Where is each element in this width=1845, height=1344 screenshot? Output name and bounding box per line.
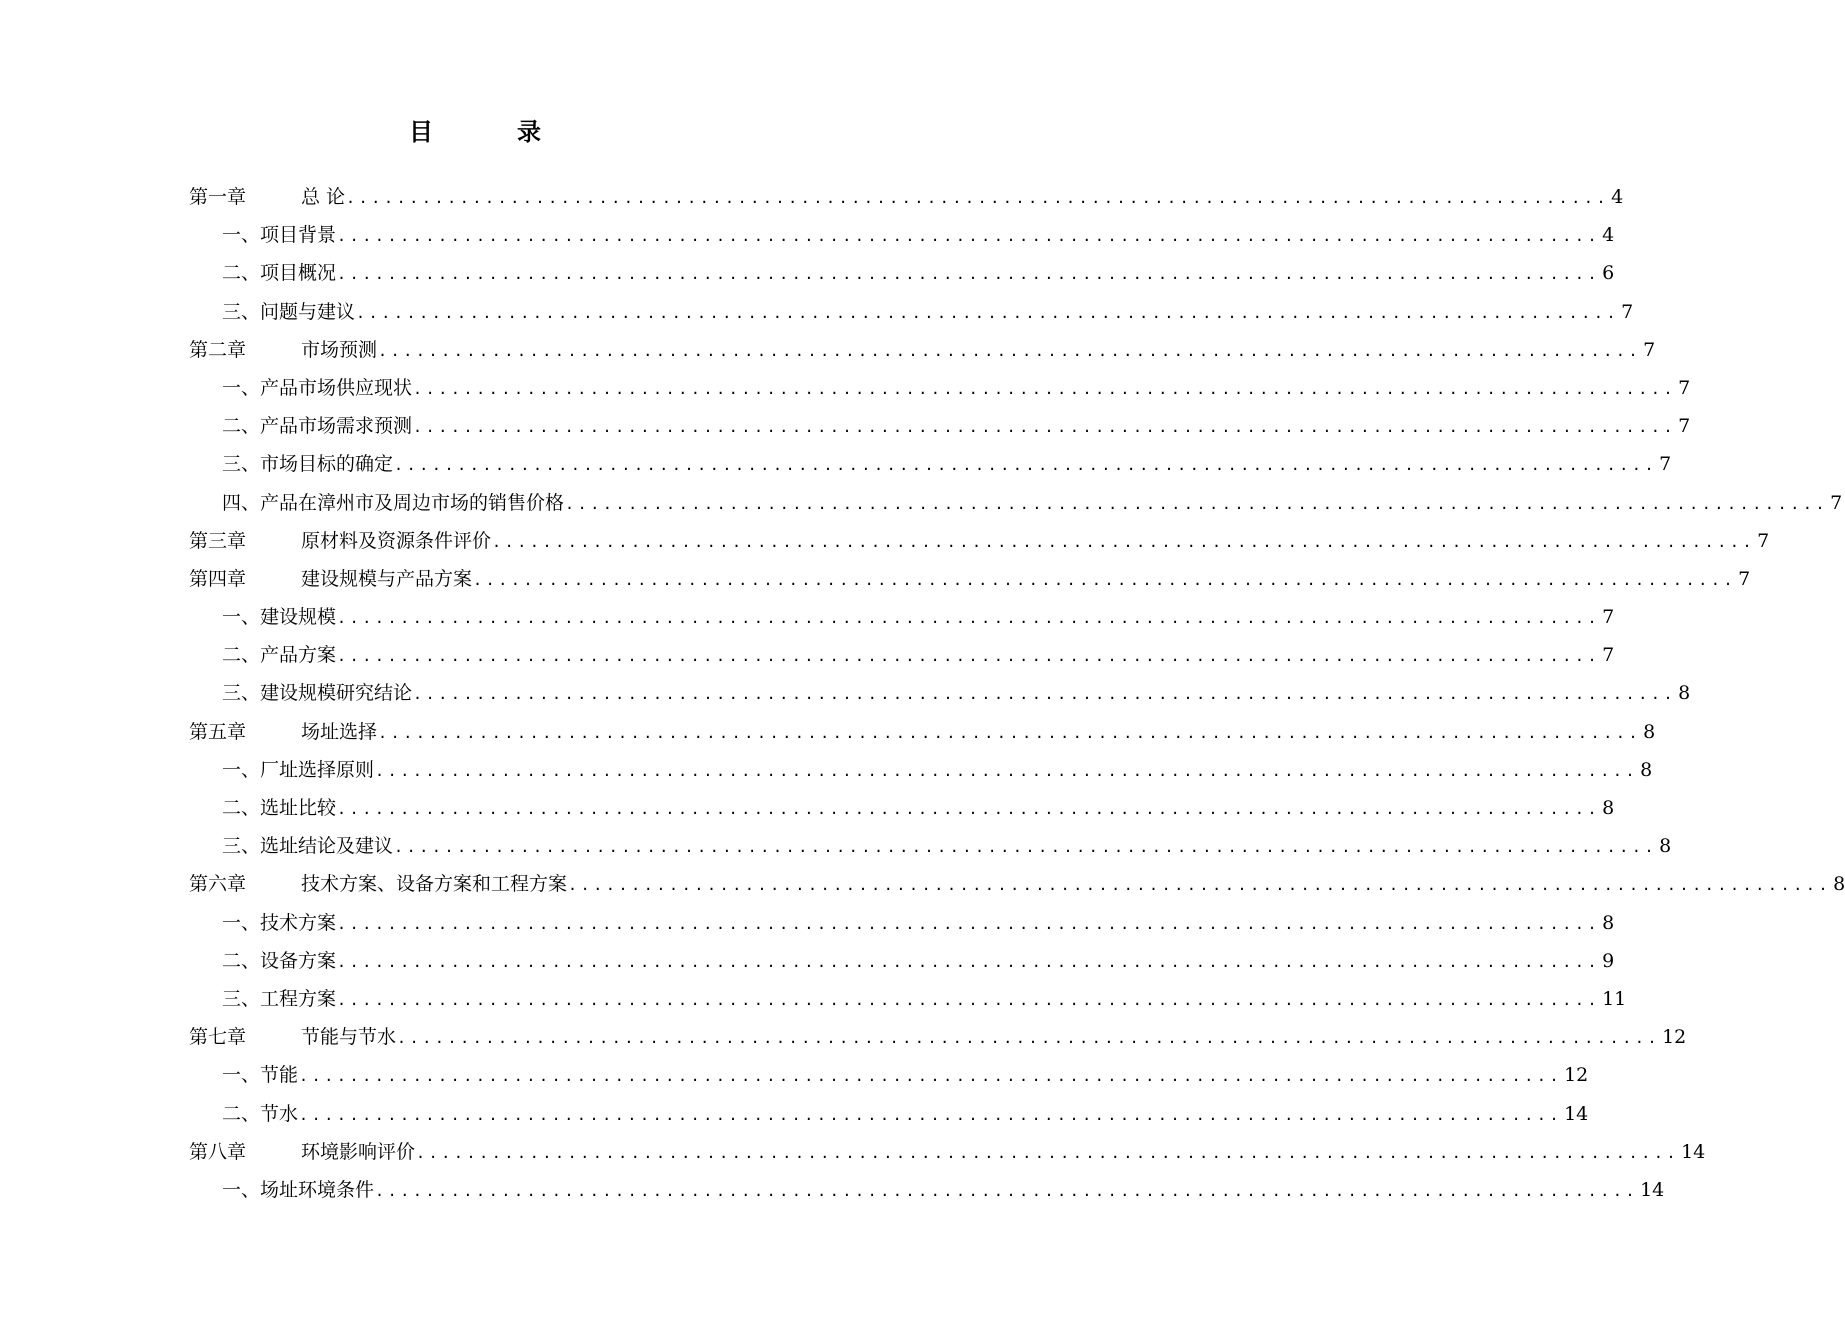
toc-page-number: 8 (1678, 682, 1691, 705)
toc-section-entry[interactable] (189, 827, 1672, 865)
toc-entry-label: 二、节水 (222, 1102, 299, 1125)
toc-dot-leader: .................................................................................................... (346, 189, 1610, 207)
toc-entry-label: 三、工程方案 (222, 987, 337, 1010)
toc-dot-leader: .................................................................................................... (337, 990, 1601, 1009)
toc-section-entry[interactable] (189, 751, 1653, 789)
toc-chapter-number: 第五章 (189, 720, 247, 743)
toc-page-number: 12 (1662, 1026, 1687, 1049)
toc-section-entry[interactable] (189, 254, 1615, 292)
toc-page-number: 14 (1681, 1140, 1706, 1163)
toc-chapter-number: 第八章 (189, 1140, 247, 1163)
toc-chapter-number: 第四章 (189, 567, 247, 590)
toc-page-number: 8 (1602, 797, 1615, 819)
toc-page-number: 7 (1678, 415, 1691, 438)
toc-section-entry[interactable] (189, 904, 1615, 942)
toc-section-entry[interactable] (189, 293, 1634, 331)
toc-entry-label: 三、市场目标的确定 (222, 453, 394, 476)
toc-page-number: 7 (1738, 567, 1751, 590)
toc-entry-label: 二、产品方案 (222, 644, 337, 667)
toc-chapter-number: 第一章 (189, 186, 247, 208)
toc-entry-label: 技术方案、设备方案和工程方案 (301, 873, 568, 896)
toc-dot-leader: .................................................................................................... (337, 914, 1601, 933)
toc-dot-leader: .................................................................................................... (299, 1105, 1563, 1124)
toc-entry-label: 节能与节水 (301, 1026, 397, 1049)
toc-page-number: 7 (1678, 376, 1691, 399)
toc-entry-label: 四、产品在漳州市及周边市场的销售价格 (222, 491, 565, 514)
toc-entry-label: 环境影响评价 (301, 1140, 416, 1163)
toc-entry-label: 一、场址环境条件 (222, 1178, 375, 1201)
toc-dot-leader: .................................................................................................... (397, 1029, 1661, 1048)
toc-page-number: 9 (1602, 949, 1615, 972)
toc-section-entry[interactable] (189, 598, 1615, 636)
toc-entry-label: 二、项目概况 (222, 262, 337, 285)
toc-page-number: 8 (1643, 720, 1656, 743)
toc-entry-label: 三、问题与建议 (222, 300, 356, 323)
toc-dot-leader: .................................................................................................... (378, 341, 1642, 360)
toc-page-number: 7 (1621, 300, 1634, 323)
toc-entry-label: 二、设备方案 (222, 949, 337, 972)
toc-dot-leader: .................................................................................................... (492, 532, 1756, 551)
toc-dot-leader: .................................................................................................... (375, 1181, 1639, 1200)
toc-entry-label: 总 论 (301, 186, 346, 208)
toc-section-entry[interactable] (189, 980, 1627, 1018)
toc-section-entry[interactable] (189, 942, 1615, 980)
toc-dot-leader: .................................................................................................... (413, 418, 1677, 437)
toc-entry-label: 一、节能 (222, 1064, 299, 1087)
toc-chapter-entry[interactable] (189, 713, 1656, 751)
toc-page-number: 14 (1640, 1178, 1665, 1201)
toc-chapter-entry[interactable] (189, 178, 1624, 216)
toc-entry-label: 一、建设规模 (222, 606, 337, 629)
toc-dot-leader: .................................................................................................... (337, 227, 1601, 246)
toc-chapter-entry[interactable] (189, 1018, 1687, 1056)
toc-entry-label: 三、选址结论及建议 (222, 835, 394, 858)
toc-entry-label: 市场预测 (301, 338, 378, 361)
toc-dot-leader: .................................................................................................... (394, 838, 1658, 857)
toc-chapter-entry[interactable] (189, 560, 1751, 598)
toc-page-number: 7 (1830, 491, 1843, 514)
toc-page-number: 12 (1564, 1064, 1589, 1087)
toc-section-entry[interactable] (189, 1095, 1589, 1133)
toc-chapter-number: 第二章 (189, 338, 247, 361)
toc-dot-leader: .................................................................................................... (413, 685, 1677, 704)
toc-page-number: 7 (1602, 606, 1615, 629)
page-title: 目 录 (409, 117, 571, 146)
toc-section-entry[interactable] (189, 789, 1615, 827)
toc-page-number: 7 (1602, 644, 1615, 667)
toc-page-number: 4 (1602, 224, 1615, 247)
toc-entry-label: 原材料及资源条件评价 (301, 529, 492, 552)
toc-page-number: 7 (1659, 453, 1672, 476)
toc-page-number: 6 (1602, 262, 1615, 285)
toc-page-number: 14 (1564, 1102, 1589, 1125)
toc-chapter-entry[interactable] (189, 331, 1656, 369)
toc-dot-leader: .................................................................................................... (378, 723, 1642, 742)
toc-dot-leader: .................................................................................................... (337, 609, 1601, 628)
toc-page-number: 8 (1833, 873, 1845, 896)
toc-entry-label: 建设规模与产品方案 (301, 567, 473, 590)
toc-section-entry[interactable] (189, 484, 1843, 522)
toc-dot-leader: .................................................................................................... (473, 570, 1737, 589)
toc-dot-leader: .................................................................................................... (337, 265, 1601, 284)
toc-dot-leader: .................................................................................................... (375, 761, 1639, 780)
toc-page-number: 7 (1643, 338, 1656, 361)
toc-page-number: 7 (1757, 529, 1770, 552)
toc-chapter-number: 第六章 (189, 873, 247, 896)
toc-dot-leader: .................................................................................................... (416, 1143, 1680, 1162)
toc-chapter-number: 第七章 (189, 1026, 247, 1049)
toc-entry-label: 场址选择 (301, 720, 378, 743)
toc-section-entry[interactable] (189, 674, 1691, 712)
toc-entry-label: 一、产品市场供应现状 (222, 376, 413, 399)
toc-section-entry[interactable] (189, 636, 1615, 674)
toc-section-entry[interactable] (189, 1056, 1589, 1094)
toc-dot-leader: .................................................................................................... (299, 1067, 1563, 1086)
toc-chapter-entry[interactable] (189, 1133, 1706, 1171)
toc-dot-leader: .................................................................................................... (356, 303, 1620, 322)
toc-page-number: 8 (1659, 835, 1672, 858)
toc-dot-leader: .................................................................................................... (413, 379, 1677, 398)
toc-entry-label: 一、厂址选择原则 (222, 758, 375, 781)
toc-page-number: 8 (1602, 911, 1615, 934)
toc-chapter-entry[interactable] (189, 522, 1770, 560)
toc-section-entry[interactable] (189, 216, 1615, 254)
toc-dot-leader: .................................................................................................... (337, 952, 1601, 971)
toc-section-entry[interactable] (189, 407, 1691, 445)
toc-dot-leader: .................................................................................................... (568, 876, 1832, 895)
toc-section-entry[interactable] (189, 445, 1672, 483)
toc-chapter-entry[interactable] (189, 865, 1845, 903)
toc-page-number: 8 (1640, 758, 1653, 781)
toc-entry-label: 三、建设规模研究结论 (222, 682, 413, 705)
toc-entry-label: 二、产品市场需求预测 (222, 415, 413, 438)
toc-page-number: 4 (1611, 186, 1624, 208)
toc-chapter-number: 第三章 (189, 529, 247, 552)
table-of-contents (189, 178, 1845, 1209)
toc-dot-leader: .................................................................................................... (394, 456, 1658, 475)
toc-dot-leader: .................................................................................................... (565, 494, 1829, 513)
toc-section-entry[interactable] (189, 1171, 1665, 1209)
toc-dot-leader: .................................................................................................... (337, 800, 1601, 818)
toc-entry-label: 一、项目背景 (222, 224, 337, 247)
toc-dot-leader: .................................................................................................... (337, 647, 1601, 666)
toc-page-number: 11 (1602, 987, 1627, 1010)
toc-section-entry[interactable] (189, 369, 1691, 407)
toc-entry-label: 一、技术方案 (222, 911, 337, 934)
toc-entry-label: 二、选址比较 (222, 797, 337, 819)
